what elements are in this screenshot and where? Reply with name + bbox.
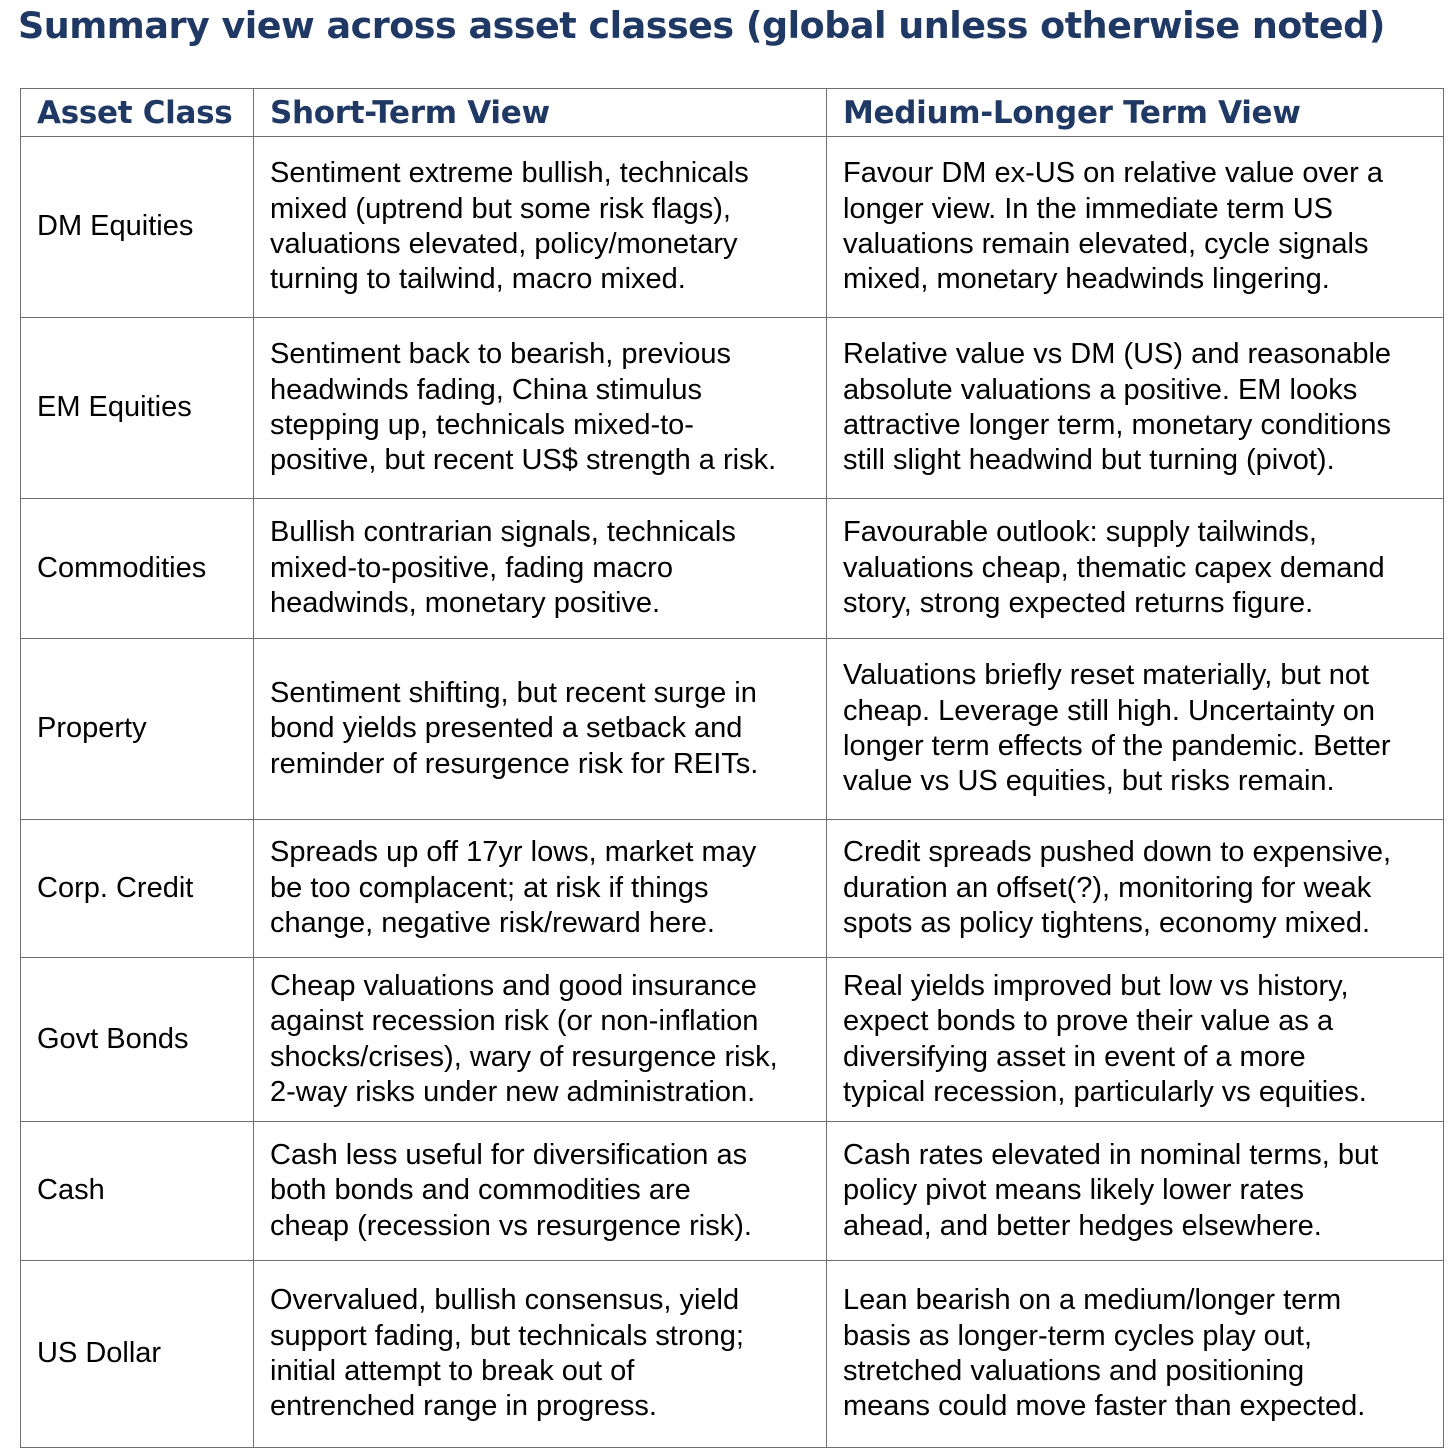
view-text-line: Relative value vs DM (US) and reasonable	[843, 338, 1392, 371]
view-text-line: stretched valuations and positioning	[843, 1355, 1305, 1387]
view-text-line: reminder of resurgence risk for REITs.	[270, 747, 759, 780]
medium-longer-term-view-cell	[827, 1122, 1444, 1261]
header-medium-longer-term-view: Medium-Longer Term View	[827, 89, 1444, 137]
asset-class-cell: EM Equities	[21, 318, 254, 499]
short-term-view-cell	[254, 1261, 827, 1448]
medium-longer-term-view-cell	[827, 820, 1444, 958]
view-text-line: against recession risk (or non-inflation	[270, 1005, 759, 1038]
view-text-line: 2-way risks under new administration.	[270, 1075, 756, 1108]
view-text-line: mixed (uptrend but some risk flags),	[270, 192, 731, 225]
table-row-govt-bonds	[21, 958, 1444, 1122]
view-text-line: longer term effects of the pandemic. Better	[843, 730, 1391, 762]
asset-class-cell: Commodities	[21, 499, 254, 639]
view-text-line: entrenched range in progress.	[270, 1390, 657, 1423]
asset-class-cell: Cash	[21, 1122, 254, 1261]
short-term-view-cell	[254, 137, 827, 318]
view-text-line: change, negative risk/reward here.	[270, 907, 715, 940]
view-text-line: spots as policy tightens, economy mixed.	[843, 907, 1371, 940]
medium-longer-term-view-cell	[827, 1261, 1444, 1448]
asset-class-cell: US Dollar	[21, 1261, 254, 1448]
table-row-property	[21, 639, 1444, 820]
view-text-line: Favourable outlook: supply tailwinds,	[843, 516, 1317, 549]
asset-class-cell: Corp. Credit	[21, 820, 254, 958]
view-text-line: Real yields improved but low vs history,	[843, 969, 1349, 1002]
view-text-line: cheap (recession vs resurgence risk).	[270, 1209, 752, 1242]
medium-longer-term-view-cell	[827, 318, 1444, 499]
view-text-line: diversifying asset in event of a more	[843, 1040, 1306, 1073]
view-text-line: Credit spreads pushed down to expensive,	[843, 836, 1392, 869]
view-text-line: headwinds, monetary positive.	[270, 587, 661, 620]
table-body	[21, 137, 1444, 1448]
view-text-line: expect bonds to prove their value as a	[843, 1005, 1334, 1038]
asset-class-summary-table	[20, 88, 1444, 1448]
view-text-line: initial attempt to break out of	[270, 1355, 635, 1387]
view-text-line: positive, but recent US$ strength a risk.	[270, 444, 777, 477]
view-text-line: valuations remain elevated, cycle signals	[843, 228, 1369, 260]
short-term-view-cell	[254, 499, 827, 639]
page-title: Summary view across asset classes (global unless otherwise noted)	[18, 4, 1385, 47]
table-row-us-dollar	[21, 1261, 1444, 1448]
view-text-line: valuations elevated, policy/monetary	[270, 228, 738, 260]
view-text-line: typical recession, particularly vs equities.	[843, 1075, 1367, 1108]
view-text-line: Cash rates elevated in nominal terms, but	[843, 1138, 1379, 1171]
table-row-corp-credit	[21, 820, 1444, 958]
header-short-term-view: Short-Term View	[254, 89, 827, 137]
view-text-line: story, strong expected returns figure.	[843, 587, 1314, 620]
short-term-view-cell	[254, 958, 827, 1122]
asset-class-cell: Govt Bonds	[21, 958, 254, 1122]
view-text-line: cheap. Leverage still high. Uncertainty on	[843, 694, 1375, 727]
view-text-line: stepping up, technicals mixed-to-	[270, 409, 694, 441]
medium-longer-term-view-cell	[827, 499, 1444, 639]
short-term-view-cell	[254, 639, 827, 820]
asset-class-cell: Property	[21, 639, 254, 820]
view-text-line: mixed-to-positive, fading macro	[270, 551, 673, 584]
view-text-line: turning to tailwind, macro mixed.	[270, 263, 686, 296]
short-term-view-cell	[254, 1122, 827, 1261]
view-text-line: Favour DM ex-US on relative value over a	[843, 157, 1383, 190]
medium-longer-term-view-cell	[827, 958, 1444, 1122]
header-asset-class: Asset Class	[21, 89, 254, 137]
view-text-line: be too complacent; at risk if things	[270, 871, 709, 904]
view-text-line: Cheap valuations and good insurance	[270, 969, 757, 1002]
view-text-line: duration an offset(?), monitoring for weak	[843, 871, 1372, 904]
view-text-line: Lean bearish on a medium/longer term	[843, 1284, 1342, 1317]
view-text-line: support fading, but technicals strong;	[270, 1319, 744, 1352]
view-text-line: value vs US equities, but risks remain.	[843, 765, 1335, 798]
view-text-line: attractive longer term, monetary conditions	[843, 409, 1392, 441]
short-term-view-cell	[254, 820, 827, 958]
view-text-line: absolute valuations a positive. EM looks	[843, 373, 1358, 406]
table-row-commodities	[21, 499, 1444, 639]
view-text-line: means could move faster than expected.	[843, 1390, 1366, 1423]
view-text-line: Spreads up off 17yr lows, market may	[270, 836, 757, 869]
view-text-line: headwinds fading, China stimulus	[270, 373, 703, 406]
view-text-line: Bullish contrarian signals, technicals	[270, 516, 736, 549]
short-term-view-cell	[254, 318, 827, 499]
view-text-line: valuations cheap, thematic capex demand	[843, 551, 1385, 584]
asset-class-cell: DM Equities	[21, 137, 254, 318]
view-text-line: Sentiment shifting, but recent surge in	[270, 676, 757, 709]
view-text-line: ahead, and better hedges elsewhere.	[843, 1209, 1322, 1242]
view-text-line: both bonds and commodities are	[270, 1174, 691, 1207]
table-header-row	[21, 89, 1444, 137]
view-text-line: Valuations briefly reset materially, but not	[843, 659, 1370, 692]
view-text-line: policy pivot means likely lower rates	[843, 1174, 1304, 1207]
view-text-line: longer view. In the immediate term US	[843, 192, 1333, 225]
medium-longer-term-view-cell	[827, 639, 1444, 820]
view-text-line: Cash less useful for diversification as	[270, 1138, 748, 1171]
view-text-line: mixed, monetary headwinds lingering.	[843, 263, 1330, 296]
view-text-line: shocks/crises), wary of resurgence risk,	[270, 1040, 778, 1073]
table-row-cash	[21, 1122, 1444, 1261]
table-row-em-equities	[21, 318, 1444, 499]
view-text-line: still slight headwind but turning (pivot).	[843, 444, 1335, 477]
view-text-line: Overvalued, bullish consensus, yield	[270, 1284, 740, 1317]
view-text-line: basis as longer-term cycles play out,	[843, 1319, 1313, 1352]
view-text-line: Sentiment extreme bullish, technicals	[270, 157, 749, 190]
view-text-line: bond yields presented a setback and	[270, 712, 743, 745]
view-text-line: Sentiment back to bearish, previous	[270, 338, 732, 371]
table-row-dm-equities	[21, 137, 1444, 318]
medium-longer-term-view-cell	[827, 137, 1444, 318]
